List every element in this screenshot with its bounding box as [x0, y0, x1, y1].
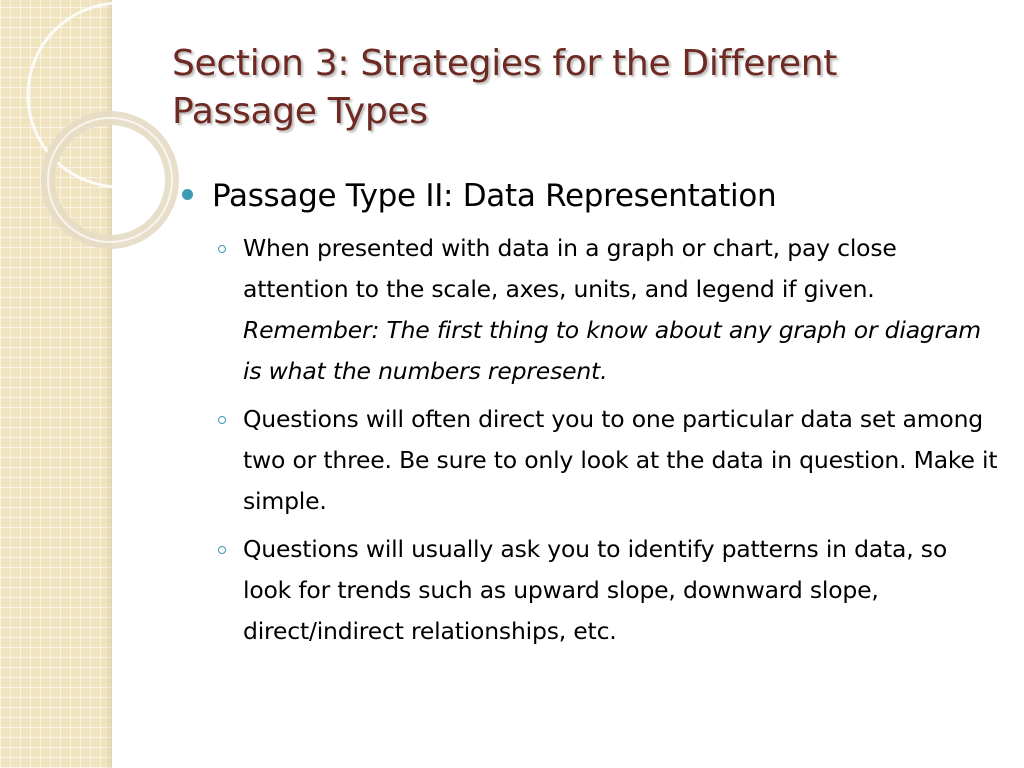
- sub-bullet-item: [180, 228, 1000, 392]
- bullet-passage-type: [180, 170, 1000, 222]
- sub-bullet-italic-text: Remember: The first thing to know about any graph or diagram is what the numbers represent.: [243, 316, 982, 385]
- ring-bullet-icon: [218, 416, 226, 424]
- strip-shadow: [106, 0, 112, 768]
- sub-bullet-list: [180, 228, 1000, 652]
- sub-bullet-item: [180, 399, 1000, 522]
- sub-bullet-text: Questions will usually ask you to identify patterns in data, so look for trends such as upward slope, downward slope, direct/indirect relationships, etc.: [243, 535, 948, 645]
- sub-bullet-text: Questions will often direct you to one particular data set among two or three. Be sure to only look at the data in question. Make it simple.: [243, 405, 998, 515]
- sub-bullet-text: When presented with data in a graph or chart, pay close attention to the scale, axes, units, and legend if given.: [243, 234, 897, 303]
- bullet-dot-icon: [182, 189, 193, 200]
- ring-bullet-icon: [218, 546, 226, 554]
- slide-title: Section 3: Strategies for the Different Passage Types: [172, 43, 838, 132]
- decorative-side-strip: [0, 0, 112, 768]
- sub-bullet-item: [180, 529, 1000, 652]
- slide-content: [180, 170, 1000, 659]
- ring-bullet-icon: [218, 245, 226, 253]
- bullet-text: Passage Type II: Data Representation: [212, 178, 777, 214]
